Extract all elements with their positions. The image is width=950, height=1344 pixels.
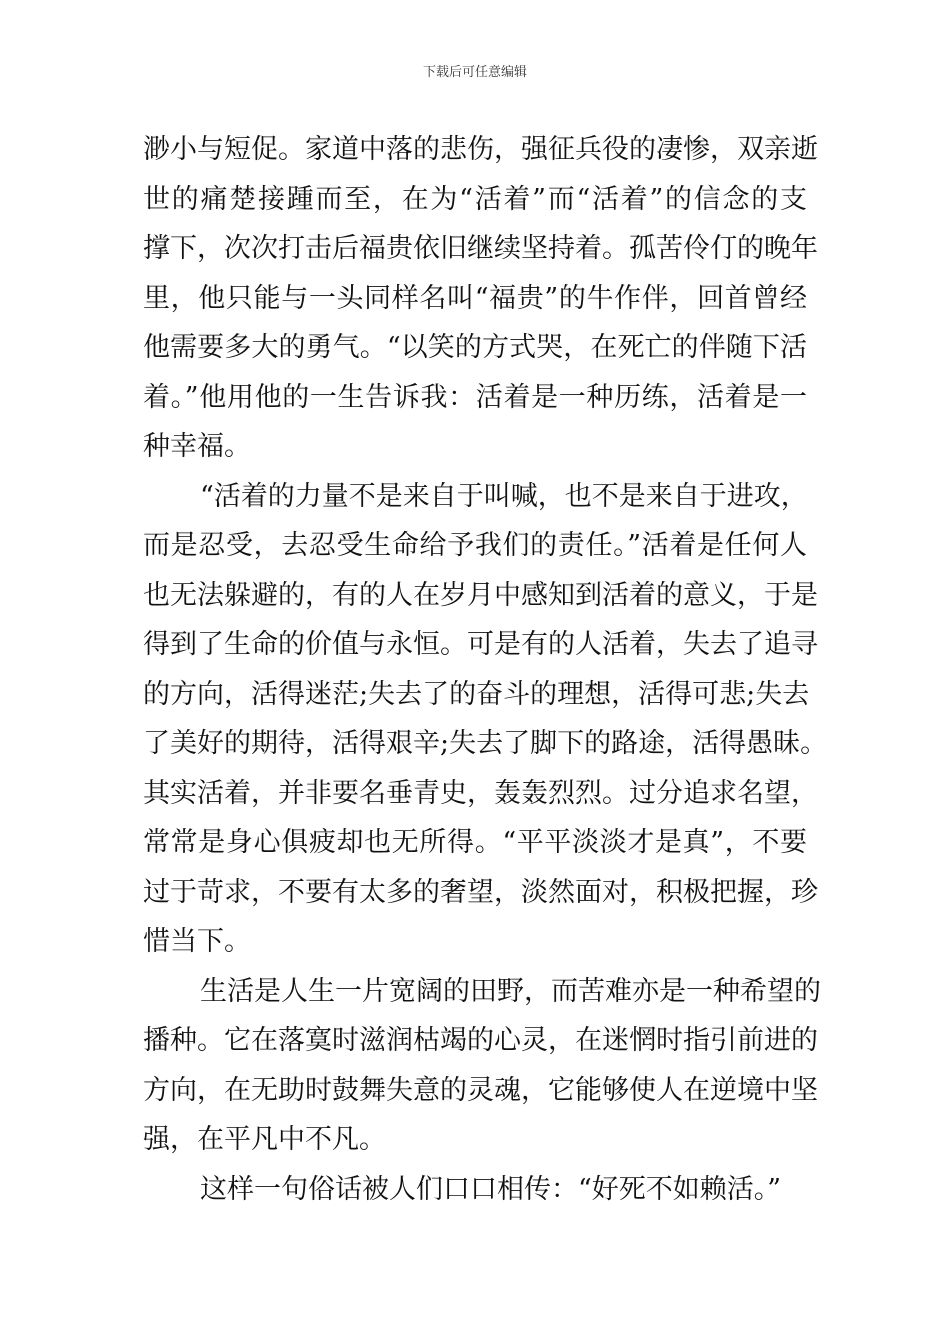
- page-header: 下载后可任意编辑: [422, 65, 527, 80]
- body-line: 他需要多大的勇气。“以笑的方式哭，在死亡的伴随下活: [143, 332, 807, 363]
- body-line: 撑下，次次打击后福贵依旧继续坚持着。孤苦伶仃的晚年: [143, 233, 818, 264]
- body-line: 过于苛求，不要有太多的奢望，淡然面对，积极把握，珍: [143, 877, 818, 908]
- body-line: 里，他只能与一头同样名叫“福贵”的牛作伴，回首曾经: [143, 283, 807, 314]
- body-line: 的方向，活得迷茫;失去了的奋斗的理想，活得可悲;失去: [143, 679, 810, 710]
- body-line: 惜当下。: [143, 926, 251, 957]
- body-line: 生活是人生一片宽阔的田野，而苦难亦是一种希望的: [200, 976, 821, 1007]
- body-line: 常常是身心俱疲却也无所得。“平平淡淡才是真”，不要: [143, 827, 807, 858]
- body-line: 也无法躲避的，有的人在岁月中感知到活着的意义，于是: [143, 580, 818, 611]
- body-line: 而是忍受，去忍受生命给予我们的责任。”活着是任何人: [143, 530, 807, 561]
- body-line: 强，在平凡中不凡。: [143, 1124, 386, 1155]
- body-line: 着。”他用他的一生告诉我：活着是一种历练，活着是一: [143, 382, 807, 413]
- body-line: 这样一句俗话被人们口口相传：“好死不如赖活。”: [200, 1174, 782, 1205]
- body-line: 方向，在无助时鼓舞失意的灵魂，它能够使人在逆境中坚: [143, 1075, 818, 1106]
- body-line: 渺小与短促。家道中落的悲伤，强征兵役的凄惨，双亲逝: [143, 134, 818, 165]
- body-line: 世的痛楚接踵而至，在为“活着”而“活着”的信念的支: [143, 184, 807, 215]
- body-line: 得到了生命的价值与永恒。可是有的人活着，失去了追寻: [143, 629, 818, 660]
- body-line: 其实活着，并非要名垂青史，轰轰烈烈。过分追求名望，: [143, 778, 818, 809]
- body-line: “活着的力量不是来自于叫喊，也不是来自于进攻，: [200, 481, 808, 512]
- body-line: 了美好的期待，活得艰辛;失去了脚下的路途，活得愚昧。: [143, 728, 828, 759]
- body-line: 播种。它在落寞时滋润枯竭的心灵，在迷惘时指引前进的: [143, 1025, 818, 1056]
- body-line: 种幸福。: [143, 431, 251, 462]
